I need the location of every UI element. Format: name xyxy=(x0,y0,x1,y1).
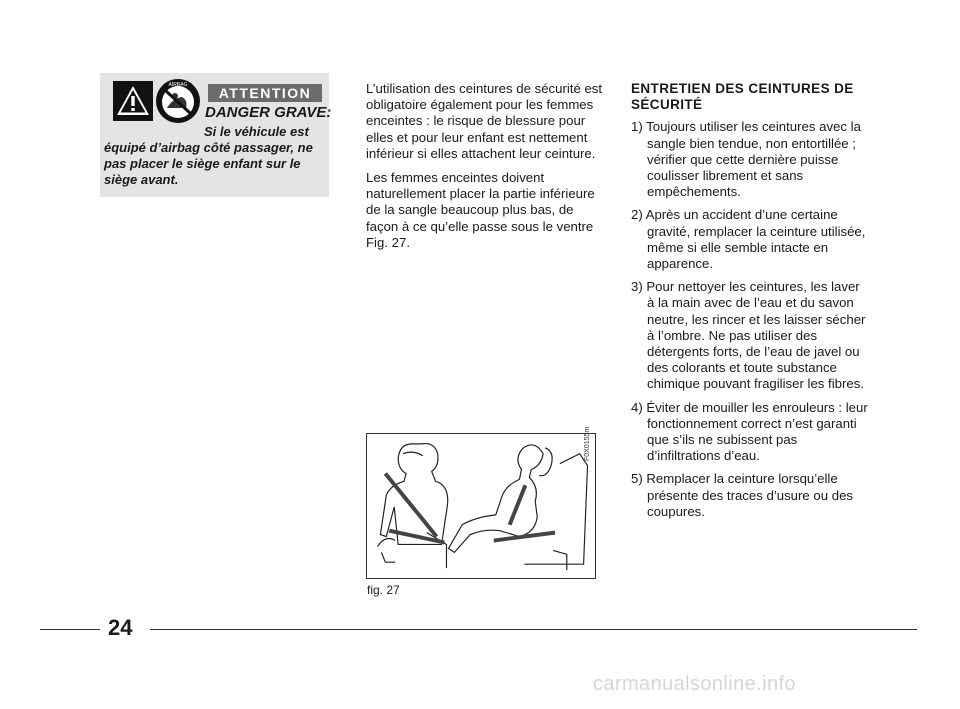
warning-triangle-icon xyxy=(113,81,153,121)
paragraph-belt-position: Les femmes enceintes doivent naturellement placer la partie inférieure de la sangle beaucoup plus bas, de façon à ce qu’elle passe sous le ventre Fig. 27. xyxy=(366,170,595,250)
page-number: 24 xyxy=(108,615,133,640)
middle-column xyxy=(366,81,606,259)
list-item: 3) Pour nettoyer les ceintures, les laver à la main avec de l’eau et du savon neutre, les rincer et les laisser sécher à l’ombre. Ne pas utiliser des détergents forts, de l’eau de javel ou des colorants et toute substance chimique pouvant fragiliser les fibres. xyxy=(631,279,866,392)
watermark: carmanualsonline.info xyxy=(593,673,796,695)
footer-rule-right xyxy=(150,629,917,630)
list-item: 1) Toujours utiliser les ceintures avec la sangle bien tendue, non entortillée ; vérifier que cette dernière puisse coulisser librement et sans empêchements. xyxy=(631,119,861,200)
figure-27-illustration xyxy=(366,433,596,579)
list-item: 5) Remplacer la ceinture lorsqu’elle présente des traces d’usure ou des coupures. xyxy=(631,471,853,519)
list-item: 2) Après un accident d’une certaine gravité, remplacer la ceinture utilisée, même si elle semble intacte en apparence. xyxy=(631,207,866,272)
paragraph-belt-pregnant: L’utilisation des ceintures de sécurité est obligatoire également pour les femmes enceintes : le risque de blessure pour elles et pour leur enfant est nettement inférieur si elles attachent leur ceinture. xyxy=(366,81,603,161)
danger-title: DANGER GRAVE: xyxy=(205,104,332,121)
footer-rule-left xyxy=(40,629,100,630)
figure-code: F0X0155m xyxy=(584,426,591,461)
airbag-child-seat-prohibited-icon xyxy=(155,78,201,124)
warning-text: équipé d’airbag côté passager, ne pas placer le siège enfant sur le siège avant. xyxy=(104,140,313,187)
list-item: 4) Éviter de mouiller les enrouleurs : leur fonctionnement correct n’est garanti que s’ils ne subissent pas d’infiltrations d’eau. xyxy=(631,399,868,464)
figure-caption: fig. 27 xyxy=(367,583,400,597)
attention-badge: ATTENTION xyxy=(208,84,322,102)
right-column xyxy=(631,81,869,527)
section-title: ENTRETIEN DES CEINTURES DE SÉCURITÉ xyxy=(631,81,854,113)
svg-text:AIRBAG: AIRBAG xyxy=(168,82,188,88)
warning-text-line1: Si le véhicule est xyxy=(204,124,309,139)
